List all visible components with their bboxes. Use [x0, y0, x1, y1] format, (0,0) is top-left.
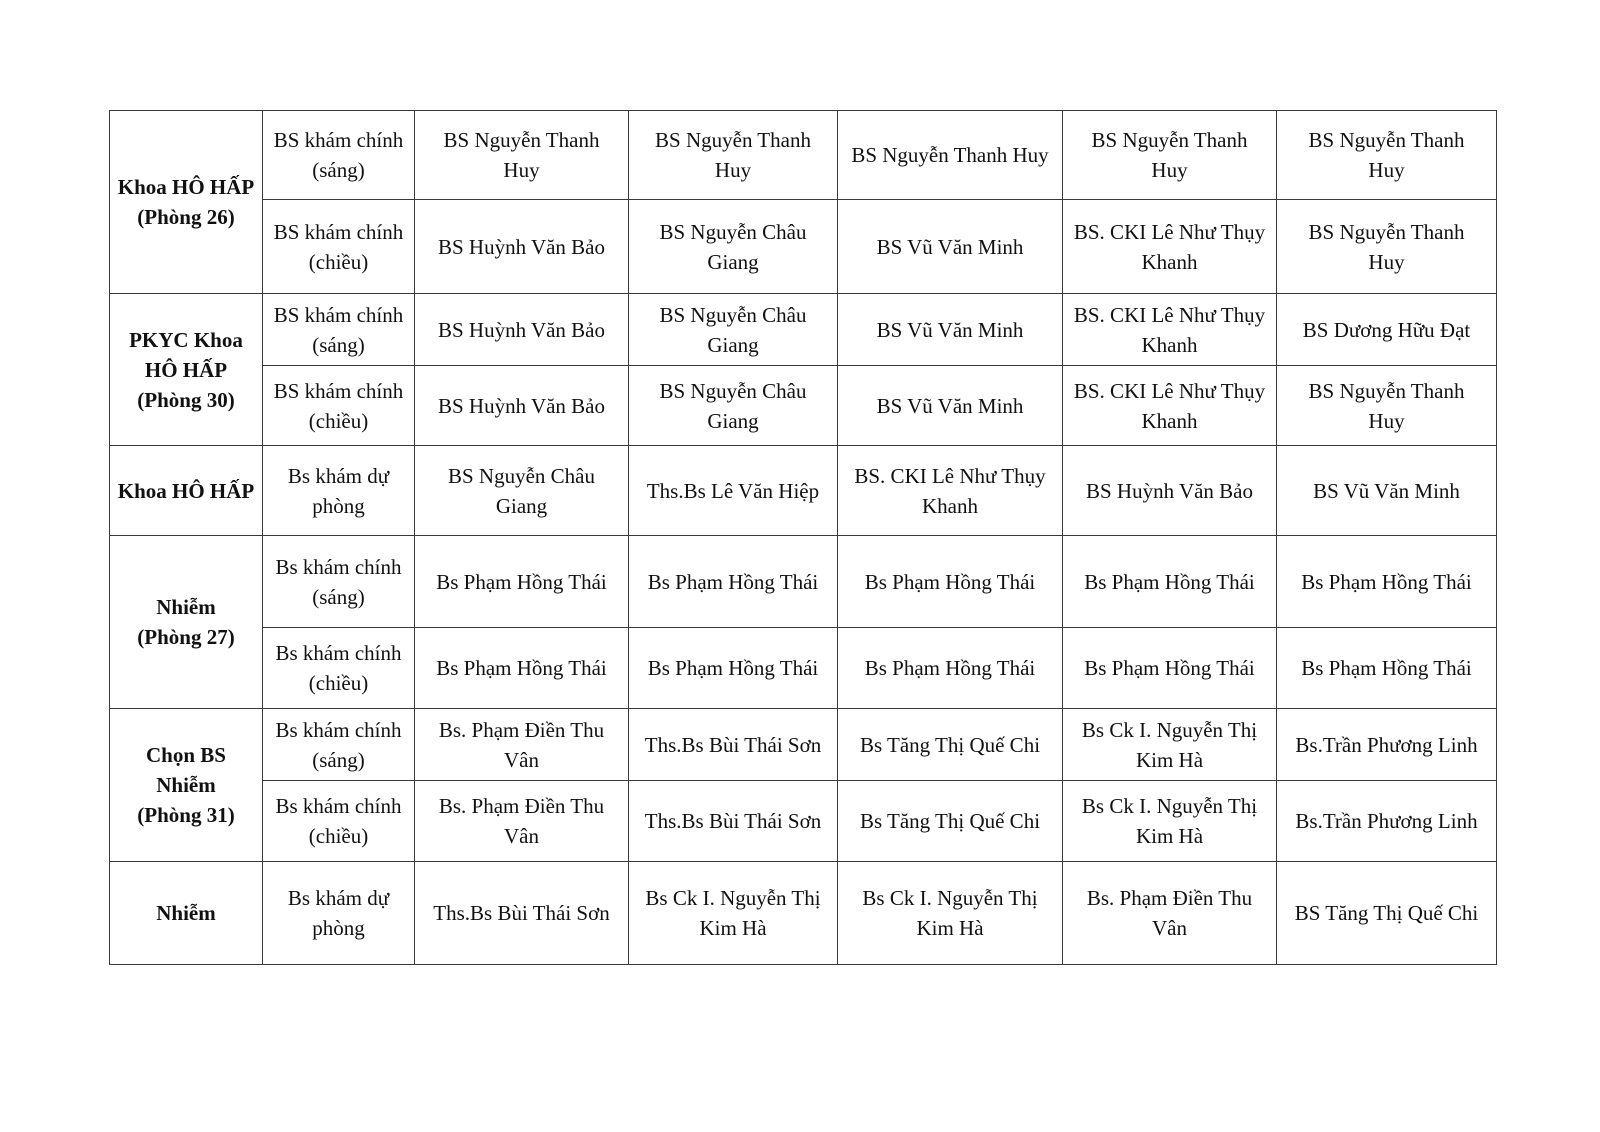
- doctor-cell: BS. CKI Lê Như Thụy Khanh: [1063, 366, 1277, 446]
- table-row: [110, 862, 1497, 965]
- doctor-cell: BS Vũ Văn Minh: [1277, 446, 1497, 536]
- department-cell: Nhiễm: [110, 862, 263, 965]
- doctor-cell: Bs Ck I. Nguyễn Thị Kim Hà: [629, 862, 838, 965]
- doctor-cell: Bs Phạm Hồng Thái: [415, 628, 629, 709]
- doctor-cell: Bs Ck I. Nguyễn Thị Kim Hà: [838, 862, 1063, 965]
- table-row: [110, 628, 1497, 709]
- doctor-cell: Bs Phạm Hồng Thái: [629, 628, 838, 709]
- doctor-cell: BS Nguyễn Thanh Huy: [1277, 366, 1497, 446]
- doctor-cell: Bs Phạm Hồng Thái: [838, 536, 1063, 628]
- doctor-cell: Bs.Trần Phương Linh: [1277, 709, 1497, 781]
- table-row: [110, 200, 1497, 294]
- doctor-cell: BS Nguyễn Châu Giang: [629, 366, 838, 446]
- department-cell: Khoa HÔ HẤP (Phòng 26): [110, 111, 263, 294]
- doctor-cell: Bs Phạm Hồng Thái: [629, 536, 838, 628]
- doctor-cell: BS. CKI Lê Như Thụy Khanh: [1063, 294, 1277, 366]
- department-cell: PKYC Khoa HÔ HẤP (Phòng 30): [110, 294, 263, 446]
- exam-type-cell: Bs khám dự phòng: [263, 862, 415, 965]
- doctor-cell: BS Vũ Văn Minh: [838, 366, 1063, 446]
- exam-type-cell: Bs khám chính (chiều): [263, 781, 415, 862]
- doctor-cell: BS Nguyễn Thanh Huy: [1277, 200, 1497, 294]
- doctor-cell: BS Nguyễn Thanh Huy: [1277, 111, 1497, 200]
- department-cell: Nhiễm (Phòng 27): [110, 536, 263, 709]
- doctor-cell: Bs Phạm Hồng Thái: [1063, 536, 1277, 628]
- exam-type-cell: BS khám chính (chiều): [263, 200, 415, 294]
- exam-type-cell: BS khám chính (sáng): [263, 111, 415, 200]
- doctor-cell: Bs Phạm Hồng Thái: [1063, 628, 1277, 709]
- doctor-cell: Ths.Bs Bùi Thái Sơn: [415, 862, 629, 965]
- exam-type-cell: Bs khám dự phòng: [263, 446, 415, 536]
- exam-type-cell: BS khám chính (chiều): [263, 366, 415, 446]
- doctor-cell: BS Tăng Thị Quế Chi: [1277, 862, 1497, 965]
- doctor-cell: Bs Ck I. Nguyễn Thị Kim Hà: [1063, 781, 1277, 862]
- doctor-cell: Bs Phạm Hồng Thái: [838, 628, 1063, 709]
- doctor-cell: BS Dương Hữu Đạt: [1277, 294, 1497, 366]
- table-row: [110, 709, 1497, 781]
- doctor-cell: BS Nguyễn Thanh Huy: [415, 111, 629, 200]
- doctor-cell: Bs. Phạm Điền Thu Vân: [415, 709, 629, 781]
- doctor-cell: Bs. Phạm Điền Thu Vân: [1063, 862, 1277, 965]
- table-row: [110, 446, 1497, 536]
- exam-type-cell: Bs khám chính (sáng): [263, 536, 415, 628]
- doctor-cell: Bs Phạm Hồng Thái: [1277, 628, 1497, 709]
- doctor-cell: Bs. Phạm Điền Thu Vân: [415, 781, 629, 862]
- doctor-cell: BS Nguyễn Thanh Huy: [838, 111, 1063, 200]
- doctor-cell: BS. CKI Lê Như Thụy Khanh: [1063, 200, 1277, 294]
- doctor-cell: BS Nguyễn Châu Giang: [629, 200, 838, 294]
- table-row: [110, 781, 1497, 862]
- doctor-cell: BS. CKI Lê Như Thụy Khanh: [838, 446, 1063, 536]
- doctor-cell: BS Huỳnh Văn Bảo: [415, 366, 629, 446]
- table-row: [110, 294, 1497, 366]
- doctor-cell: Bs Tăng Thị Quế Chi: [838, 781, 1063, 862]
- doctor-cell: BS Nguyễn Châu Giang: [629, 294, 838, 366]
- doctor-cell: BS Huỳnh Văn Bảo: [1063, 446, 1277, 536]
- doctor-cell: Bs Ck I. Nguyễn Thị Kim Hà: [1063, 709, 1277, 781]
- doctor-cell: BS Vũ Văn Minh: [838, 200, 1063, 294]
- department-cell: Chọn BS Nhiễm (Phòng 31): [110, 709, 263, 862]
- doctor-cell: BS Nguyễn Thanh Huy: [629, 111, 838, 200]
- exam-type-cell: Bs khám chính (sáng): [263, 709, 415, 781]
- exam-type-cell: BS khám chính (sáng): [263, 294, 415, 366]
- doctor-cell: BS Nguyễn Châu Giang: [415, 446, 629, 536]
- table-row: [110, 536, 1497, 628]
- doctor-cell: Bs Phạm Hồng Thái: [1277, 536, 1497, 628]
- table-row: [110, 366, 1497, 446]
- table-row: [110, 111, 1497, 200]
- doctor-cell: BS Huỳnh Văn Bảo: [415, 294, 629, 366]
- doctor-cell: BS Huỳnh Văn Bảo: [415, 200, 629, 294]
- doctor-cell: Bs.Trần Phương Linh: [1277, 781, 1497, 862]
- doctor-cell: BS Nguyễn Thanh Huy: [1063, 111, 1277, 200]
- doctor-schedule-table: [109, 110, 1497, 965]
- exam-type-cell: Bs khám chính (chiều): [263, 628, 415, 709]
- doctor-cell: Bs Phạm Hồng Thái: [415, 536, 629, 628]
- doctor-cell: Bs Tăng Thị Quế Chi: [838, 709, 1063, 781]
- doctor-cell: Ths.Bs Bùi Thái Sơn: [629, 781, 838, 862]
- doctor-cell: BS Vũ Văn Minh: [838, 294, 1063, 366]
- doctor-cell: Ths.Bs Bùi Thái Sơn: [629, 709, 838, 781]
- doctor-cell: Ths.Bs Lê Văn Hiệp: [629, 446, 838, 536]
- department-cell: Khoa HÔ HẤP: [110, 446, 263, 536]
